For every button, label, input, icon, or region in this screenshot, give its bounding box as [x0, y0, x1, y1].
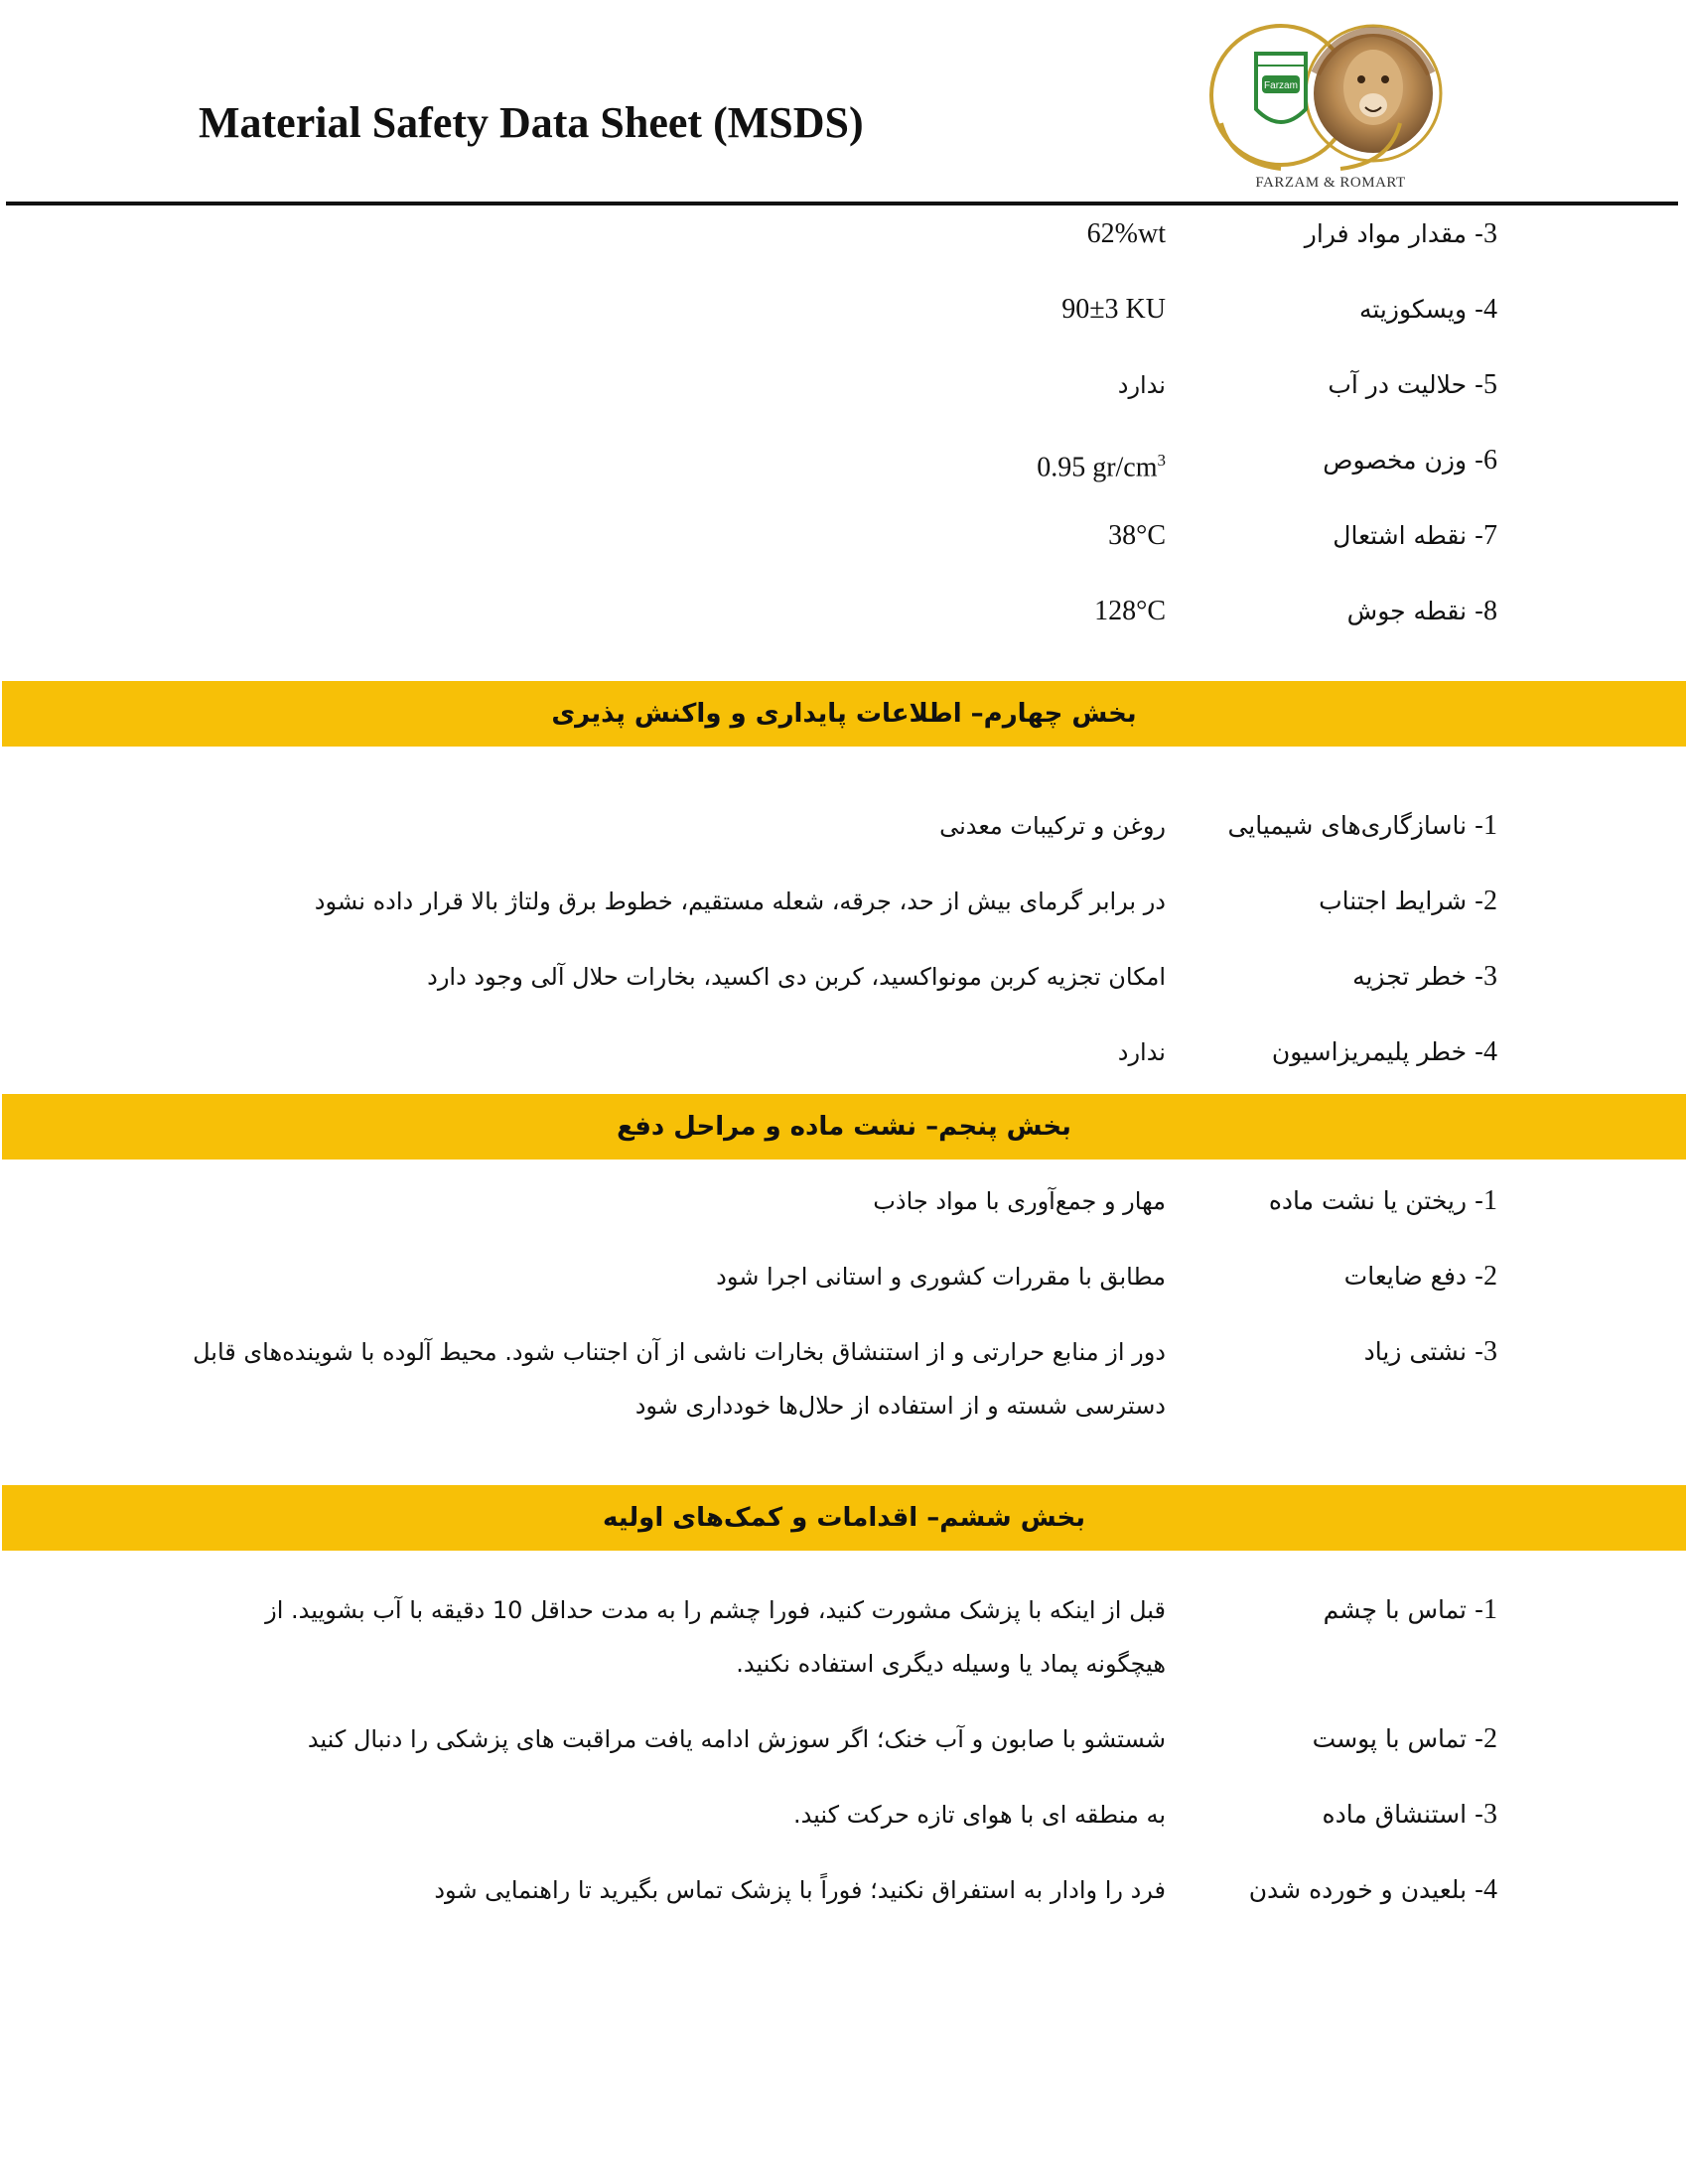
property-value: 62%wt	[1086, 218, 1166, 249]
first-aid-row	[0, 1868, 1688, 1912]
first-aid-label: 4- بلعیدن و خورده شدن	[1248, 1874, 1497, 1905]
property-label: 3- مقدار مواد فرار	[1304, 218, 1497, 249]
release-value: دور از منابع حرارتی و از استنشاق بخارات ناشی از آن اجتناب شود. محیط آلوده با شوینده‌های قابل دسترسی شسته و از استفاده از حلال‌ها خودداری شود	[193, 1338, 1166, 1420]
release-label: 2- دفع ضایعات	[1343, 1261, 1497, 1292]
section-title: بخش ششم– اقدامات و کمک‌های اولیه	[603, 1503, 1085, 1533]
property-label: 5- حلالیت در آب	[1328, 369, 1497, 400]
first-aid-value: فرد را وادار به استفراق نکنید؛ فوراً با پزشک تماس بگیرید تا راهنمایی شود	[434, 1876, 1166, 1904]
release-label: 1- ریختن یا نشت ماده	[1268, 1185, 1497, 1216]
first-aid-row	[0, 1717, 1688, 1761]
property-label: 8- نقطه جوش	[1346, 596, 1497, 626]
stability-row	[0, 955, 1688, 999]
release-value: مهار و جمع‌آوری با مواد جاذب	[873, 1187, 1166, 1215]
property-row	[0, 439, 1688, 482]
release-row	[0, 1330, 1688, 1420]
lion-emblem	[1314, 32, 1433, 153]
first-aid-row	[0, 1588, 1688, 1678]
logo-caption: FARZAM & ROMART	[1255, 175, 1406, 191]
property-row	[0, 288, 1688, 332]
stability-label: 1- ناسازگاری‌های شیمیایی	[1227, 810, 1497, 841]
property-row	[0, 363, 1688, 407]
release-row	[0, 1255, 1688, 1298]
first-aid-row	[0, 1793, 1688, 1837]
first-aid-value: به منطقه ای با هوای تازه حرکت کنید.	[792, 1801, 1166, 1829]
property-row	[0, 212, 1688, 256]
stability-label: 3- خطر تجزیه	[1352, 961, 1497, 992]
section-title: بخش چهارم– اطلاعات پایداری و واکنش پذیری	[551, 699, 1137, 729]
property-value: 128°C	[1094, 596, 1166, 626]
farzam-shield-emblem	[1256, 54, 1306, 122]
stability-label: 4- خطر پلیمریزاسیون	[1271, 1036, 1497, 1067]
property-row	[0, 514, 1688, 558]
property-value: 0.95 $gr/cm^3$	[1037, 451, 1166, 483]
property-value: 38°C	[1108, 520, 1166, 551]
stability-row	[0, 804, 1688, 848]
section-5-header	[2, 1094, 1686, 1160]
first-aid-value: قبل از اینکه با پزشک مشورت کنید، فورا چشم را به مدت حداقل 10 دقیقه با آب بشویید. از هیچگونه پماد یا وسیله دیگری استفاده نکنید.	[265, 1596, 1166, 1678]
section-4-header	[2, 681, 1686, 747]
release-row	[0, 1179, 1688, 1223]
logo-badge-text: Farzam	[1264, 80, 1298, 91]
stability-value: در برابر گرمای بیش از حد، جرقه، شعله مستقیم، خطوط برق ولتاژ بالا قرار داده نشود	[314, 887, 1166, 915]
first-aid-label: 2- تماس با پوست	[1312, 1723, 1497, 1754]
stability-label: 2- شرایط اجتناب	[1319, 886, 1497, 916]
document-title: Material Safety Data Sheet (MSDS)	[199, 98, 864, 147]
stability-value: روغن و ترکیبات معدنی	[939, 812, 1166, 840]
stability-value: امکان تجزیه کربن مونواکسید، کربن دی اکسید، بخارات حلال آلی وجود دارد	[427, 963, 1166, 991]
section-6-header	[2, 1485, 1686, 1551]
first-aid-label: 3- استنشاق ماده	[1322, 1799, 1497, 1830]
property-value: 90±3 KU	[1061, 294, 1166, 325]
stability-row	[0, 1030, 1688, 1074]
first-aid-label: 1- تماس با چشم	[1323, 1594, 1497, 1625]
property-label: 6- وزن مخصوص	[1323, 445, 1497, 476]
property-value: ندارد	[1117, 371, 1166, 399]
release-label: 3- نشتی زیاد	[1363, 1336, 1497, 1367]
first-aid-value: شستشو با صابون و آب خنک؛ اگر سوزش ادامه یافت مراقبت های پزشکی را دنبال کنید	[307, 1725, 1166, 1753]
release-value: مطابق با مقررات کشوری و استانی اجرا شود	[716, 1263, 1166, 1291]
header-rule	[6, 202, 1678, 205]
stability-value: ندارد	[1117, 1038, 1166, 1066]
property-row	[0, 590, 1688, 633]
property-label: 7- نقطه اشتعال	[1333, 520, 1497, 551]
section-title: بخش پنجم– نشت ماده و مراحل دفع	[617, 1112, 1071, 1142]
property-label: 4- ویسکوزیته	[1358, 294, 1497, 325]
stability-row	[0, 880, 1688, 923]
